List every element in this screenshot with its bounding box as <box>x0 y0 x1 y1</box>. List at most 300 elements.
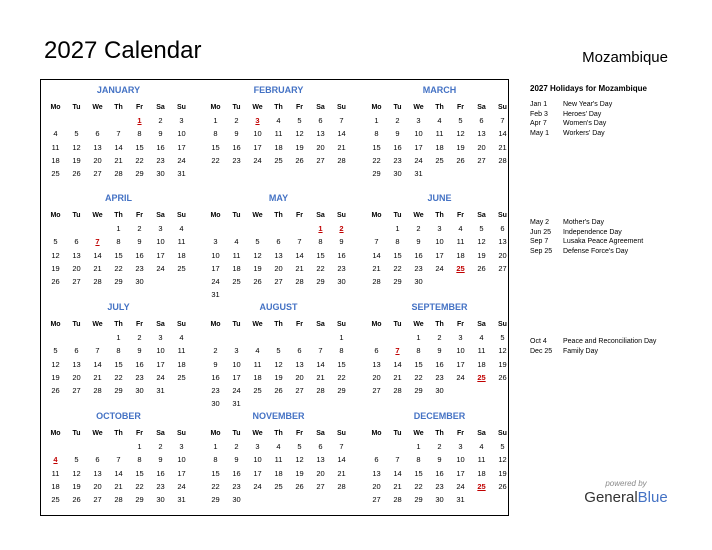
day-cell: 10 <box>177 129 186 139</box>
day-cell: 13 <box>372 468 381 478</box>
day-cell: 3 <box>158 333 163 343</box>
holiday-name: Independence Day <box>563 228 622 236</box>
weekday-header: Su <box>337 104 346 111</box>
day-cell: 30 <box>156 168 165 178</box>
holiday-group-2 <box>530 218 643 256</box>
month-september <box>366 300 513 397</box>
empty-cell <box>268 331 289 344</box>
day-cell: 24 <box>456 372 465 382</box>
day-cell: 16 <box>232 468 241 478</box>
day-cell: 11 <box>51 468 60 478</box>
holiday-row <box>530 337 656 347</box>
weekday-header: Tu <box>232 430 241 437</box>
weekday-header: Su <box>177 212 186 219</box>
day-cell: 15 <box>135 142 144 152</box>
weekday-header: Mo <box>210 104 221 111</box>
day-cell: 19 <box>295 468 304 478</box>
day-cell: 14 <box>393 359 402 369</box>
day-cell: 9 <box>213 359 218 369</box>
day-cell: 26 <box>295 155 304 165</box>
day-cell: 4 <box>458 224 463 234</box>
day-cell: 4 <box>255 346 260 356</box>
month-july <box>45 300 192 397</box>
day-cell: 28 <box>337 481 346 491</box>
weekday-header: Sa <box>477 104 486 111</box>
day-cell: 21 <box>393 481 402 491</box>
weekday-header: Fr <box>296 212 303 219</box>
day-cell: 15 <box>114 359 123 369</box>
day-cell: 17 <box>232 372 241 382</box>
day-cell: 30 <box>135 385 144 395</box>
day-cell: 5 <box>255 237 260 247</box>
day-cell: 17 <box>177 142 186 152</box>
day-cell: 9 <box>158 455 163 465</box>
day-cell: 23 <box>135 372 144 382</box>
day-cell: 14 <box>93 359 102 369</box>
day-cell: 18 <box>477 359 486 369</box>
day-cell: 23 <box>232 481 241 491</box>
day-cell: 9 <box>137 346 142 356</box>
weekday-header: Fr <box>136 212 143 219</box>
day-cell: 21 <box>114 481 123 491</box>
day-cell: 2 <box>437 442 442 452</box>
day-cell: 10 <box>156 346 165 356</box>
month-name: MARCH <box>422 85 457 95</box>
month-grid <box>45 101 192 180</box>
day-cell: 9 <box>437 455 442 465</box>
day-cell: 27 <box>295 385 304 395</box>
day-cell: 20 <box>316 142 325 152</box>
day-cell: 10 <box>435 237 444 247</box>
day-cell: 3 <box>179 442 184 452</box>
holiday-row <box>530 237 643 247</box>
day-cell: 24 <box>177 481 186 491</box>
day-cell: 11 <box>435 129 444 139</box>
weekday-header: We <box>92 321 103 328</box>
day-cell: 12 <box>498 346 507 356</box>
holiday-date: Jan 1 <box>530 101 548 108</box>
day-cell: 21 <box>337 142 346 152</box>
day-cell: 19 <box>51 263 60 273</box>
country-name: Mozambique <box>582 49 668 66</box>
weekday-header: We <box>413 104 424 111</box>
day-cell: 28 <box>114 168 123 178</box>
day-cell: 28 <box>393 385 402 395</box>
day-cell: 3 <box>234 346 239 356</box>
day-cell: 30 <box>232 494 241 504</box>
weekday-header: Fr <box>457 104 464 111</box>
day-cell: 12 <box>295 129 304 139</box>
holiday-date: Oct 4 <box>530 338 547 345</box>
month-name: JANUARY <box>96 85 141 95</box>
day-cell: 20 <box>295 372 304 382</box>
day-cell: 28 <box>93 276 102 286</box>
day-cell: 7 <box>116 455 121 465</box>
day-cell: 29 <box>211 494 220 504</box>
day-cell: 16 <box>232 142 241 152</box>
day-cell: 3 <box>179 116 184 126</box>
weekday-header: Tu <box>393 430 402 437</box>
holiday-day-cell: 3 <box>255 116 260 126</box>
month-january <box>45 83 192 180</box>
day-cell: 30 <box>435 494 444 504</box>
day-cell: 3 <box>416 116 421 126</box>
weekday-header: Mo <box>50 104 61 111</box>
weekday-header: Th <box>274 430 283 437</box>
day-cell: 31 <box>156 385 165 395</box>
day-cell: 21 <box>337 468 346 478</box>
day-cell: 5 <box>74 129 79 139</box>
day-cell: 1 <box>395 224 400 234</box>
day-cell: 2 <box>416 224 421 234</box>
day-cell: 16 <box>211 372 220 382</box>
weekday-header: We <box>92 430 103 437</box>
page-title: 2027 Calendar <box>44 37 202 64</box>
day-cell: 1 <box>339 333 344 343</box>
brand-logo[interactable] <box>583 479 669 507</box>
day-cell: 4 <box>479 442 484 452</box>
day-cell: 19 <box>51 372 60 382</box>
day-cell: 22 <box>414 481 423 491</box>
day-cell: 18 <box>435 142 444 152</box>
empty-cell <box>226 331 247 344</box>
month-name: FEBRUARY <box>253 85 304 95</box>
day-cell: 27 <box>372 385 381 395</box>
day-cell: 21 <box>316 372 325 382</box>
empty-cell <box>45 114 66 127</box>
day-cell: 23 <box>156 481 165 491</box>
day-cell: 19 <box>498 468 507 478</box>
day-cell: 8 <box>213 455 218 465</box>
day-cell: 4 <box>276 442 281 452</box>
holiday-group-3 <box>530 337 656 356</box>
day-cell: 8 <box>213 129 218 139</box>
holiday-name: Women's Day <box>563 120 607 127</box>
weekday-header: Sa <box>156 430 165 437</box>
empty-cell <box>387 331 408 344</box>
day-cell: 3 <box>158 224 163 234</box>
day-cell: 4 <box>179 224 184 234</box>
day-cell: 19 <box>477 250 486 260</box>
holiday-day-cell: 7 <box>395 346 400 356</box>
holiday-name: Lusaka Peace Agreement <box>563 238 644 245</box>
weekday-header: Sa <box>156 104 165 111</box>
day-cell: 23 <box>211 385 220 395</box>
day-cell: 29 <box>114 276 123 286</box>
day-cell: 13 <box>372 359 381 369</box>
day-cell: 20 <box>372 481 381 491</box>
day-cell: 22 <box>135 481 144 491</box>
day-cell: 10 <box>456 455 465 465</box>
day-cell: 23 <box>435 481 444 491</box>
empty-cell <box>247 331 268 344</box>
weekday-header: Tu <box>393 321 402 328</box>
day-cell: 18 <box>456 250 465 260</box>
weekday-header: Su <box>337 430 346 437</box>
day-cell: 14 <box>337 455 346 465</box>
day-cell: 4 <box>276 116 281 126</box>
day-cell: 24 <box>177 155 186 165</box>
day-cell: 11 <box>456 237 465 247</box>
weekday-header: Su <box>498 212 507 219</box>
day-cell: 15 <box>393 250 402 260</box>
brand-name <box>583 489 669 507</box>
month-may <box>205 191 352 301</box>
day-cell: 16 <box>414 250 423 260</box>
day-cell: 20 <box>316 468 325 478</box>
day-cell: 28 <box>393 494 402 504</box>
day-cell: 10 <box>177 455 186 465</box>
holiday-row <box>530 218 643 228</box>
day-cell: 1 <box>116 333 121 343</box>
day-cell: 24 <box>435 263 444 273</box>
day-cell: 14 <box>498 129 507 139</box>
weekday-header: We <box>92 104 103 111</box>
holiday-group-1 <box>530 100 612 138</box>
holiday-row <box>530 110 612 120</box>
day-cell: 8 <box>416 346 421 356</box>
day-cell: 6 <box>95 455 100 465</box>
day-cell: 30 <box>211 399 220 409</box>
empty-cell <box>66 331 87 344</box>
day-cell: 13 <box>316 455 325 465</box>
day-cell: 10 <box>253 129 262 139</box>
month-name: JUNE <box>427 193 452 203</box>
day-cell: 20 <box>477 142 486 152</box>
weekday-header: Mo <box>210 212 221 219</box>
month-name: AUGUST <box>259 302 298 312</box>
day-cell: 22 <box>316 263 325 273</box>
day-cell: 1 <box>416 333 421 343</box>
day-cell: 26 <box>477 263 486 273</box>
day-cell: 30 <box>156 494 165 504</box>
holiday-date: Apr 7 <box>530 120 547 127</box>
month-name: MAY <box>268 193 289 203</box>
day-cell: 21 <box>295 263 304 273</box>
month-name: NOVEMBER <box>252 411 305 421</box>
month-grid <box>366 318 513 397</box>
day-cell: 21 <box>393 372 402 382</box>
day-cell: 15 <box>135 468 144 478</box>
day-cell: 25 <box>51 168 60 178</box>
day-cell: 5 <box>74 455 79 465</box>
weekday-header: Mo <box>50 321 61 328</box>
day-cell: 5 <box>500 333 505 343</box>
month-grid <box>45 427 192 506</box>
day-cell: 6 <box>74 346 79 356</box>
day-cell: 30 <box>414 276 423 286</box>
empty-cell <box>87 114 108 127</box>
weekday-header: Sa <box>316 104 325 111</box>
day-cell: 5 <box>297 116 302 126</box>
weekday-header: Th <box>435 212 444 219</box>
day-cell: 15 <box>372 142 381 152</box>
day-cell: 19 <box>456 142 465 152</box>
day-cell: 19 <box>253 263 262 273</box>
weekday-header: We <box>252 321 263 328</box>
day-cell: 26 <box>51 276 60 286</box>
day-cell: 16 <box>135 250 144 260</box>
holiday-row <box>530 100 612 110</box>
weekday-header: Th <box>435 321 444 328</box>
weekday-header: Sa <box>477 212 486 219</box>
day-cell: 18 <box>253 372 262 382</box>
day-cell: 6 <box>74 237 79 247</box>
day-cell: 20 <box>274 263 283 273</box>
day-cell: 20 <box>93 155 102 165</box>
holiday-date: May 1 <box>530 129 550 137</box>
day-cell: 21 <box>372 263 381 273</box>
day-cell: 1 <box>416 442 421 452</box>
weekday-header: Su <box>177 104 186 111</box>
day-cell: 9 <box>234 129 239 139</box>
day-cell: 17 <box>253 142 262 152</box>
day-cell: 6 <box>276 237 281 247</box>
holiday-date: Sep 25 <box>530 247 553 255</box>
day-cell: 9 <box>416 237 421 247</box>
weekday-header: Th <box>274 104 283 111</box>
day-cell: 6 <box>318 442 323 452</box>
day-cell: 27 <box>477 155 486 165</box>
weekday-header: We <box>413 212 424 219</box>
day-cell: 17 <box>414 142 423 152</box>
day-cell: 14 <box>372 250 381 260</box>
day-cell: 5 <box>297 442 302 452</box>
day-cell: 29 <box>414 385 423 395</box>
day-cell: 26 <box>274 385 283 395</box>
day-cell: 31 <box>177 494 186 504</box>
weekday-header: Mo <box>210 430 221 437</box>
day-cell: 22 <box>393 263 402 273</box>
holiday-name: Defense Force's Day <box>563 247 629 255</box>
weekday-header: Sa <box>316 430 325 437</box>
day-cell: 8 <box>374 129 379 139</box>
day-cell: 24 <box>156 263 165 273</box>
day-cell: 6 <box>500 224 505 234</box>
day-cell: 23 <box>135 263 144 273</box>
weekday-header: Su <box>177 321 186 328</box>
day-cell: 16 <box>435 359 444 369</box>
day-cell: 10 <box>253 455 262 465</box>
day-cell: 11 <box>253 359 262 369</box>
day-cell: 11 <box>274 129 283 139</box>
day-cell: 28 <box>372 276 381 286</box>
weekday-header: Su <box>177 430 186 437</box>
day-cell: 9 <box>234 455 239 465</box>
holiday-name: Workers' Day <box>563 129 605 137</box>
day-cell: 9 <box>339 237 344 247</box>
day-cell: 25 <box>435 155 444 165</box>
holiday-day-cell: 25 <box>477 481 486 491</box>
month-october <box>45 409 192 506</box>
day-cell: 15 <box>414 359 423 369</box>
weekday-header: Sa <box>156 212 165 219</box>
weekday-header: Mo <box>371 430 382 437</box>
month-march <box>366 83 513 180</box>
day-cell: 24 <box>232 385 241 395</box>
day-cell: 21 <box>114 155 123 165</box>
day-cell: 13 <box>477 129 486 139</box>
day-cell: 22 <box>114 372 123 382</box>
day-cell: 6 <box>479 116 484 126</box>
day-cell: 12 <box>51 359 60 369</box>
day-cell: 21 <box>93 372 102 382</box>
day-cell: 12 <box>477 237 486 247</box>
day-cell: 20 <box>72 263 81 273</box>
day-cell: 17 <box>253 468 262 478</box>
month-grid <box>366 101 513 180</box>
month-grid <box>205 209 352 301</box>
day-cell: 27 <box>274 276 283 286</box>
holiday-date: Sep 7 <box>530 238 549 245</box>
day-cell: 8 <box>116 346 121 356</box>
month-grid <box>45 318 192 397</box>
empty-cell <box>108 114 129 127</box>
day-cell: 1 <box>213 442 218 452</box>
empty-cell <box>247 222 268 235</box>
weekday-header: Fr <box>136 430 143 437</box>
month-august <box>205 300 352 410</box>
day-cell: 9 <box>437 346 442 356</box>
empty-cell <box>366 440 387 453</box>
day-cell: 27 <box>72 276 81 286</box>
day-cell: 12 <box>72 142 81 152</box>
empty-cell <box>310 331 331 344</box>
empty-cell <box>108 440 129 453</box>
day-cell: 11 <box>232 250 241 260</box>
day-cell: 17 <box>456 359 465 369</box>
day-cell: 3 <box>437 224 442 234</box>
day-cell: 8 <box>395 237 400 247</box>
day-cell: 6 <box>297 346 302 356</box>
weekday-header: We <box>252 104 263 111</box>
day-cell: 7 <box>395 455 400 465</box>
holiday-row <box>530 129 612 139</box>
day-cell: 27 <box>72 385 81 395</box>
weekday-header: Tu <box>72 430 81 437</box>
day-cell: 20 <box>72 372 81 382</box>
month-grid <box>45 209 192 288</box>
day-cell: 10 <box>156 237 165 247</box>
day-cell: 18 <box>232 263 241 273</box>
day-cell: 23 <box>393 155 402 165</box>
month-name: SEPTEMBER <box>411 302 468 312</box>
day-cell: 4 <box>53 129 58 139</box>
day-cell: 24 <box>456 481 465 491</box>
day-cell: 2 <box>158 116 163 126</box>
holiday-row <box>530 347 656 357</box>
day-cell: 26 <box>498 481 507 491</box>
holiday-name: Mother's Day <box>563 219 605 226</box>
holiday-row <box>530 247 643 257</box>
day-cell: 31 <box>456 494 465 504</box>
day-cell: 27 <box>372 494 381 504</box>
weekday-header: Fr <box>296 321 303 328</box>
month-february <box>205 83 352 167</box>
day-cell: 11 <box>177 346 186 356</box>
day-cell: 11 <box>477 346 486 356</box>
day-cell: 27 <box>316 155 325 165</box>
weekday-header: We <box>92 212 103 219</box>
day-cell: 2 <box>137 333 142 343</box>
day-cell: 3 <box>213 237 218 247</box>
day-cell: 8 <box>416 455 421 465</box>
empty-cell <box>205 222 226 235</box>
day-cell: 12 <box>253 250 262 260</box>
day-cell: 7 <box>318 346 323 356</box>
day-cell: 24 <box>414 155 423 165</box>
holiday-name: Peace and Reconciliation Day <box>563 338 657 345</box>
